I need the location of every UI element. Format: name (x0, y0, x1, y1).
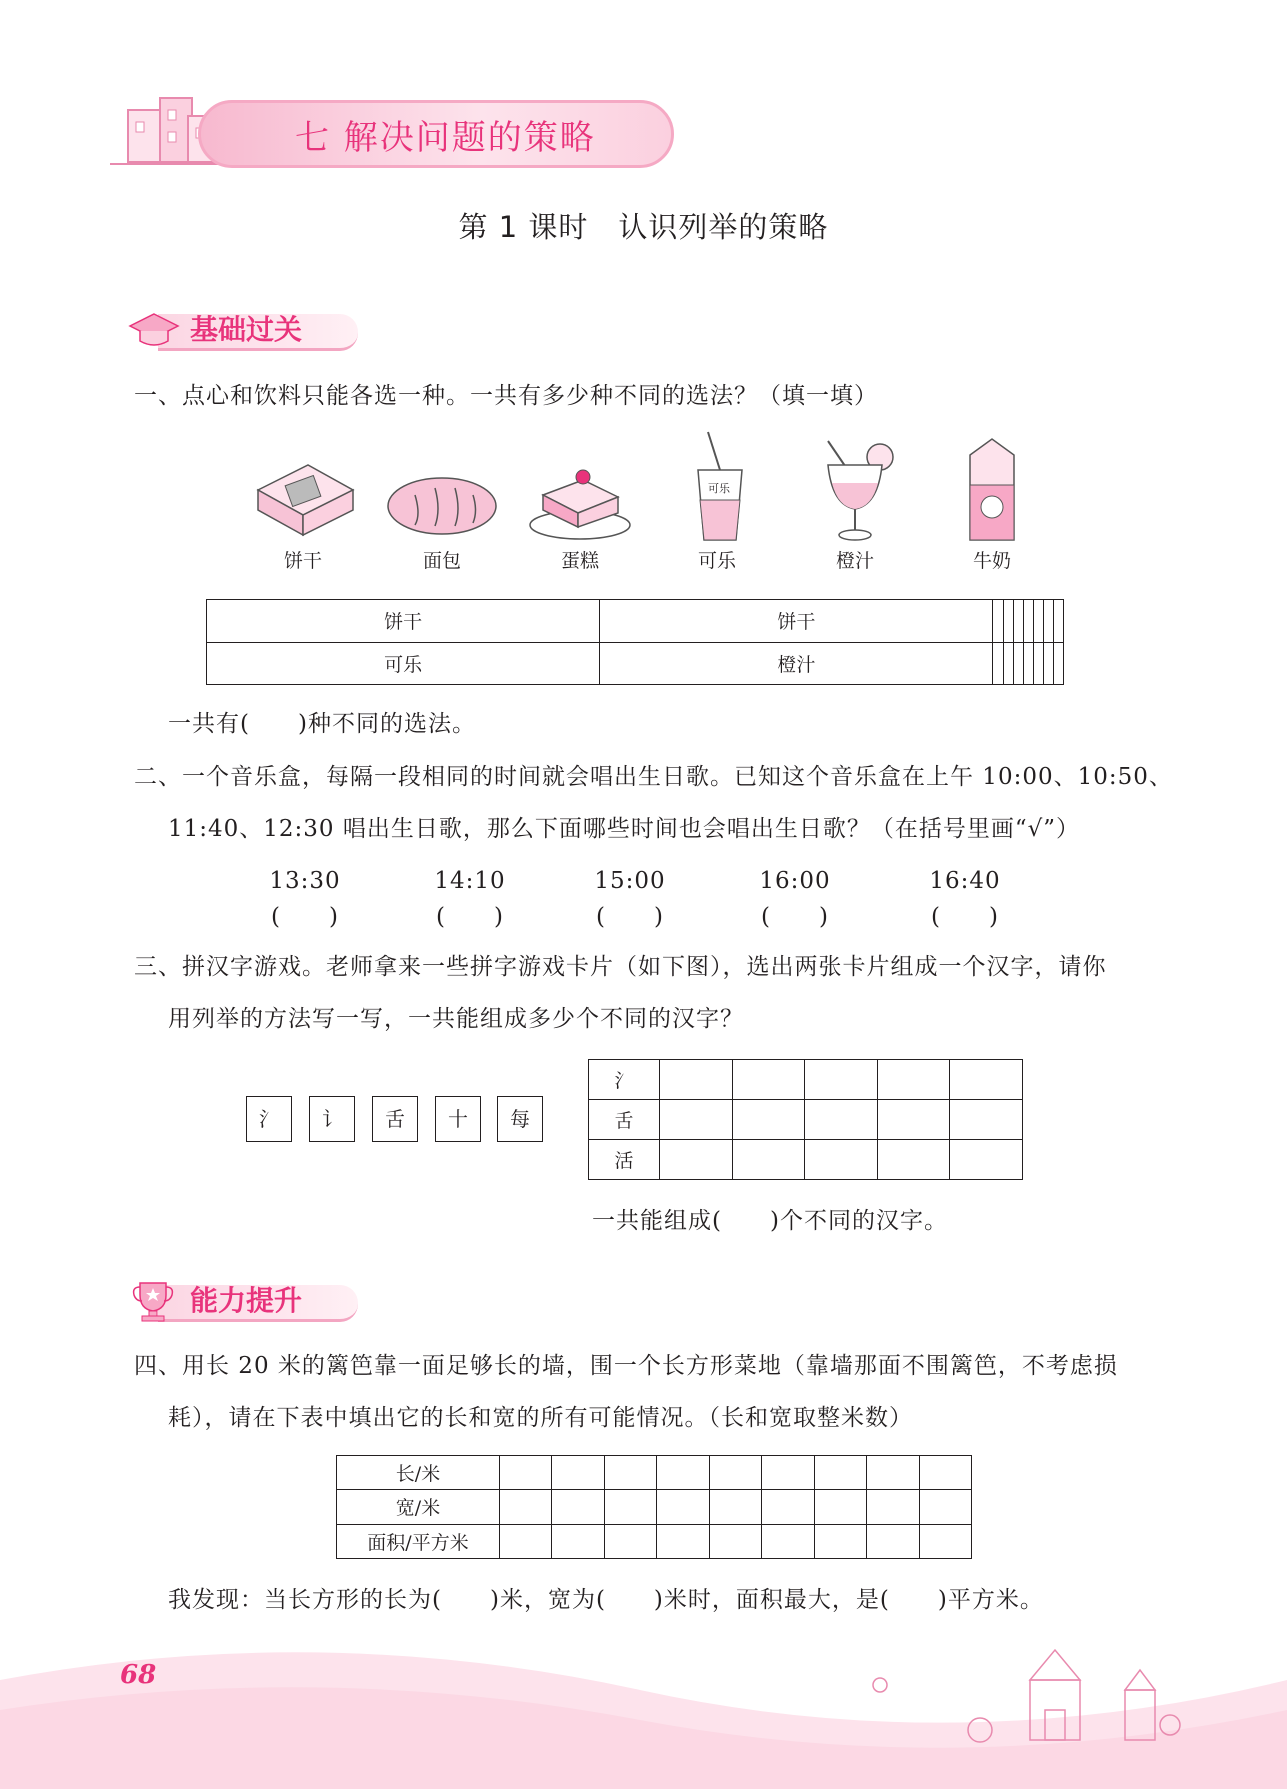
graduation-cap-icon (128, 310, 180, 350)
table-cell[interactable] (1013, 600, 1023, 643)
table-cell[interactable] (814, 1490, 866, 1524)
table-cell[interactable] (709, 1456, 761, 1490)
time-option: 15:00 (594, 868, 666, 894)
table-row (207, 642, 1064, 685)
page-number: 68 (120, 1660, 157, 1690)
table-cell: 长/米 (337, 1456, 500, 1490)
time-option: 14:10 (434, 868, 506, 894)
table-cell[interactable] (814, 1456, 866, 1490)
table-cell[interactable] (877, 1140, 950, 1180)
item-label-milk: 牛奶 (972, 550, 1011, 572)
table-cell[interactable] (552, 1524, 604, 1558)
table-cell[interactable] (950, 1140, 1023, 1180)
table-cell[interactable] (732, 1060, 805, 1100)
q3-character-table (588, 1059, 1023, 1180)
table-cell[interactable] (1013, 642, 1023, 685)
section-advanced-title: 能力提升 (190, 1284, 303, 1317)
table-row (589, 1060, 1023, 1100)
table-cell[interactable] (604, 1524, 656, 1558)
bread-icon (385, 470, 500, 540)
table-cell[interactable] (732, 1140, 805, 1180)
table-cell[interactable] (657, 1456, 709, 1490)
table-cell[interactable] (1023, 600, 1033, 643)
table-cell[interactable] (993, 600, 1003, 643)
table-cell[interactable] (867, 1456, 919, 1490)
table-cell[interactable] (762, 1524, 814, 1558)
table-cell[interactable] (1043, 600, 1053, 643)
table-cell[interactable] (1053, 642, 1063, 685)
q1-answer-line: 一共有( )种不同的选法。 (168, 711, 476, 737)
table-cell[interactable] (877, 1060, 950, 1100)
table-cell[interactable] (604, 1490, 656, 1524)
unit-banner (110, 92, 680, 170)
question-3-line1: 三、拼汉字游戏。老师拿来一些拼字游戏卡片（如下图），选出两张卡片组成一个汉字，请你 (134, 954, 1107, 980)
table-cell[interactable] (604, 1456, 656, 1490)
table-cell[interactable] (919, 1456, 972, 1490)
question-3-line2: 用列举的方法写一写，一共能组成多少个不同的汉字？ (168, 1006, 744, 1032)
question-1-text: 一、点心和饮料只能各选一种。一共有多少种不同的选法？（填一填） (134, 383, 878, 409)
orange-juice-glass-icon (818, 435, 898, 545)
table-cell[interactable] (877, 1100, 950, 1140)
q3-answer-line: 一共能组成( )个不同的汉字。 (592, 1208, 948, 1234)
table-cell[interactable] (867, 1524, 919, 1558)
table-cell[interactable] (867, 1490, 919, 1524)
table-cell[interactable] (993, 642, 1003, 685)
answer-blank[interactable]: ( ) (596, 904, 664, 930)
table-row (207, 600, 1064, 643)
answer-blank[interactable]: ( ) (271, 904, 339, 930)
table-cell: 面积/平方米 (337, 1524, 500, 1558)
table-cell: 宽/米 (337, 1490, 500, 1524)
table-row (337, 1456, 972, 1490)
table-cell[interactable] (660, 1100, 733, 1140)
question-4-line1: 四、用长 20 米的篱笆靠一面足够长的墙，围一个长方形菜地（靠墙那面不围篱笆，不考虑损 (134, 1353, 1118, 1379)
character-card: 十 (435, 1096, 481, 1142)
table-cell: 活 (589, 1140, 660, 1180)
character-card: 每 (497, 1096, 543, 1142)
question-4-line2: 耗），请在下表中填出它的长和宽的所有可能情况。（长和宽取整米数） (168, 1405, 913, 1431)
table-cell[interactable] (950, 1060, 1023, 1100)
time-option: 16:00 (759, 868, 831, 894)
table-cell[interactable] (732, 1100, 805, 1140)
table-cell[interactable] (500, 1524, 552, 1558)
table-cell[interactable] (1033, 642, 1043, 685)
table-cell[interactable] (709, 1524, 761, 1558)
footer-wave-decoration (0, 1640, 1287, 1789)
table-cell[interactable] (1053, 600, 1063, 643)
biscuit-icon (248, 455, 358, 545)
table-cell[interactable] (657, 1490, 709, 1524)
table-cell[interactable] (762, 1490, 814, 1524)
table-cell[interactable] (805, 1060, 878, 1100)
svg-text:可乐: 可乐 (708, 482, 730, 495)
table-row (589, 1100, 1023, 1140)
time-option: 13:30 (269, 868, 341, 894)
character-card: 舌 (372, 1096, 418, 1142)
item-label-cake: 蛋糕 (560, 550, 599, 572)
answer-blank[interactable]: ( ) (436, 904, 504, 930)
table-cell[interactable] (805, 1100, 878, 1140)
time-option: 16:40 (929, 868, 1001, 894)
item-label-bread: 面包 (422, 550, 461, 572)
table-cell: 饼干 (600, 600, 993, 643)
character-card: 氵 (246, 1096, 292, 1142)
lesson-title: 第 1 课时 认识列举的策略 (458, 210, 829, 244)
character-card: 讠 (309, 1096, 355, 1142)
section-basic-title: 基础过关 (190, 313, 303, 346)
table-cell[interactable] (709, 1490, 761, 1524)
table-cell[interactable] (657, 1524, 709, 1558)
item-label-biscuit: 饼干 (283, 550, 322, 572)
table-cell: 饼干 (207, 600, 600, 643)
cola-cup-icon (690, 430, 750, 545)
item-label-orange-juice: 橙汁 (835, 550, 874, 572)
q4-answer-line: 我发现：当长方形的长为( )米，宽为( )米时，面积最大，是( )平方米。 (168, 1587, 1044, 1613)
table-cell[interactable] (1003, 642, 1013, 685)
table-cell[interactable] (1033, 600, 1043, 643)
section-basic-header (128, 308, 358, 352)
table-cell[interactable] (762, 1456, 814, 1490)
table-cell: 橙汁 (600, 642, 993, 685)
table-cell[interactable] (950, 1100, 1023, 1140)
question-2-line2: 11:40、12:30 唱出生日歌，那么下面哪些时间也会唱出生日歌？（在括号里画“√”） (168, 816, 1081, 842)
unit-title: 七 解决问题的策略 (295, 118, 596, 158)
table-cell: 氵 (589, 1060, 660, 1100)
cake-icon (528, 455, 633, 545)
table-row (337, 1490, 972, 1524)
table-cell[interactable] (500, 1456, 552, 1490)
table-cell[interactable] (919, 1524, 972, 1558)
milk-carton-icon (962, 435, 1022, 545)
table-cell: 可乐 (207, 642, 600, 685)
table-cell[interactable] (660, 1140, 733, 1180)
table-cell: 舌 (589, 1100, 660, 1140)
question-2-line1: 二、一个音乐盒，每隔一段相同的时间就会唱出生日歌。已知这个音乐盒在上午 10:00、10:50、 (134, 764, 1173, 790)
answer-blank[interactable]: ( ) (761, 904, 829, 930)
table-cell[interactable] (919, 1490, 972, 1524)
table-cell[interactable] (1003, 600, 1013, 643)
table-cell[interactable] (552, 1456, 604, 1490)
table-cell[interactable] (805, 1140, 878, 1180)
table-cell[interactable] (1023, 642, 1033, 685)
q1-combination-table (206, 599, 1064, 685)
table-cell[interactable] (500, 1490, 552, 1524)
table-row (337, 1524, 972, 1558)
table-cell[interactable] (1043, 642, 1053, 685)
q4-rectangle-table (336, 1455, 972, 1559)
trophy-icon (130, 1279, 176, 1323)
table-cell[interactable] (552, 1490, 604, 1524)
table-row (589, 1140, 1023, 1180)
item-label-cola: 可乐 (697, 550, 736, 572)
answer-blank[interactable]: ( ) (931, 904, 999, 930)
section-advanced-header (128, 1279, 358, 1323)
table-cell[interactable] (814, 1524, 866, 1558)
table-cell[interactable] (660, 1060, 733, 1100)
